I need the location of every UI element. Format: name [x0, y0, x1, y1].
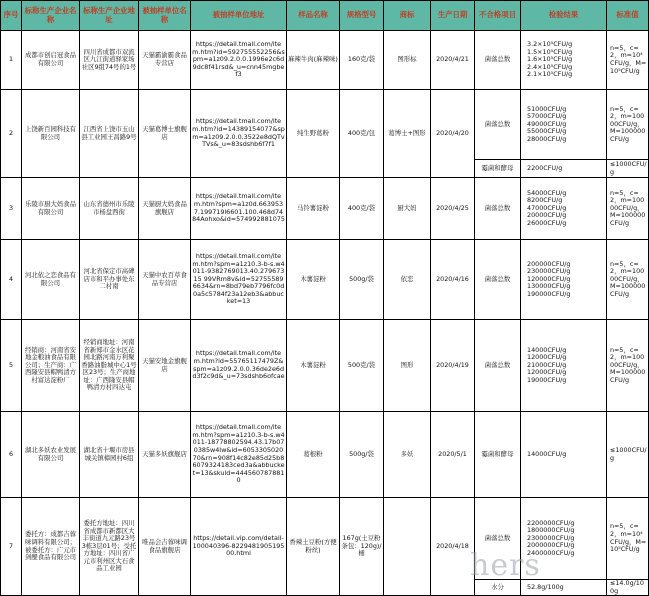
cell-url: https://detail.tmall.com/item.htm?spm=a1z10.3-b-s.w4011-18778802594.43.17b070385w4Iw&id=605330502070&rn=908f14c82e85d25b86079324183ced3a&abbucket=13&skuld=4445607878810 [191, 412, 287, 498]
cell-item: 霉菌和酵母 [475, 160, 521, 178]
cell-company: 上饶新百园科技有限公司 [22, 90, 80, 178]
cell-no: 1 [1, 31, 22, 90]
cell-date: 2020/4/18 [431, 498, 475, 596]
cell-standard: ≤1000CFU/g [607, 160, 649, 178]
cell-seller: 天猫安地金旗舰店 [139, 320, 191, 412]
cell-spec: 400克/袋 [340, 178, 384, 240]
header-cell: 被抽样单位名称 [139, 1, 191, 31]
cell-no: 6 [1, 412, 22, 498]
cell-brand: 依恋 [384, 240, 431, 320]
cell-url: https://detail.vip.com/detail-100040396-822948190519500.html [191, 498, 287, 596]
cell-standard: n=5，c=2，m=10⁴CFU/g，M=10⁵CFU/g [607, 31, 649, 90]
cell-result: 54000CFU/g 8200CFU/g 47000CFU/g 20000CFU/g 26000CFU/g [521, 178, 607, 240]
cell-item: 菌落总数 [475, 31, 521, 90]
cell-item: 菌落总数 [475, 320, 521, 412]
cell-spec: 160克/袋 [340, 31, 384, 90]
cell-date: 2020/4/19 [431, 320, 475, 412]
cell-no: 2 [1, 90, 22, 178]
cell-item: 菌落总数 [475, 178, 521, 240]
cell-spec: 400克/包 [340, 90, 384, 178]
cell-result: 2200CFU/g [521, 160, 607, 178]
cell-address: 江西省上饶市玉山县工业园王昌路9号 [80, 90, 139, 178]
cell-spec: 167g(土豆粉条包：120g)/桶 [340, 498, 384, 596]
cell-address: 四川省成都市双流区九江街道驿家场社区9组74号的1号 [80, 31, 139, 90]
cell-sample: 木薯淀粉 [287, 320, 340, 412]
header-cell: 标称生产企业名称 [22, 1, 80, 31]
header-cell: 样品名称 [287, 1, 340, 31]
cell-brand: 图形标 [384, 31, 431, 90]
cell-url: https://detail.tmall.com/item.htm?id=14389154077&spm=a1z09.2.0.0.3522e8dQTvTVs&_u=83sdshb6f7f1 [191, 90, 287, 178]
cell-no: 4 [1, 240, 22, 320]
table-row [1, 320, 649, 412]
cell-date: 2020/4/21 [431, 31, 475, 90]
cell-url: https://detail.tmall.com/item.htm?id=592755552256&spm=a1z09.2.0.0.1996e2c6d9dc8f41rsd&_u=cnn45mgbef3 [191, 31, 287, 90]
cell-seller: 天猫霸渝霸食品专营店 [139, 31, 191, 90]
table-row [1, 90, 649, 160]
header-cell: 标准值 [607, 1, 649, 31]
cell-date: 2020/4/25 [431, 178, 475, 240]
cell-address: 山东省德州市乐陵市杨盘西街 [80, 178, 139, 240]
cell-brand [384, 498, 431, 596]
cell-item: 霉菌和酵母 [475, 412, 521, 498]
cell-url: https://detail.tmall.com/item.htm?spm=a1z10.3-b-s.w4011-9382769013.40.27967315 99VRm8v&id=527555896634&rn=8bd79eb7796fc0d0a5c5784f23a12eb3&abbucket=13 [191, 240, 287, 320]
cell-company: 乐陵市厨大妈食品有限公司 [22, 178, 80, 240]
cell-sample: 木薯淀粉 [287, 240, 340, 320]
cell-standard: n=5，c=2，m=10000CFU/g，M=100000CFU/g [607, 240, 649, 320]
cell-brand: 多妖 [384, 412, 431, 498]
cell-seller: 天猫厨大妈食品旗舰店 [139, 178, 191, 240]
watermark-text: hers [470, 548, 541, 583]
cell-seller: 天猫中农百草食品专营店 [139, 240, 191, 320]
cell-date: 2020/4/20 [431, 90, 475, 178]
cell-date: 2020/4/16 [431, 240, 475, 320]
table-row [1, 240, 649, 320]
cell-brand: 图形 [384, 320, 431, 412]
cell-spec: 500g/袋 [340, 412, 384, 498]
cell-url: https://detail.tmall.com/item.htm?id=55765117479Z&spm=a1z09.2.0.0.36de2e6dd3f2c9d&_u=73sdshb6ofcae [191, 320, 287, 412]
cell-standard: n=5，c=2，m=10⁴CFU/g，M=10⁵CFU/g [607, 498, 649, 580]
cell-item: 菌落总数 [475, 240, 521, 320]
cell-address: 委托方地址：四川省成都市新都区大丰街道九元路23号3栋3层01号；受托方地址：四川省广元市利州区大石食品工业园 [80, 498, 139, 596]
cell-url: https://detail.tmall.com/item.htm?spm=a1z0d.6639537.199719l6601.100.468d7484Aohxo&id=574992881075 [191, 178, 287, 240]
cell-brand: 厨大妈 [384, 178, 431, 240]
cell-result: 14000CFU/g 12000CFU/g 21000CFU/g 12000CFU/g 19000CFU/g [521, 320, 607, 412]
cell-sample: 香辣土豆粉(方便粉丝) [287, 498, 340, 596]
cell-result: 3.2×10⁵CFU/g 1.5×10⁵CFU/g 1.6×10⁵CFU/g 2.4×10⁵CFU/g 2.1×10⁵CFU/g [521, 31, 607, 90]
cell-seller: 天猫葛博士旗舰店 [139, 90, 191, 178]
cell-standard: n=5，c=2，m=10000CFU/g，M=100000CFU/g [607, 320, 649, 412]
header-cell: 不合格项目 [475, 1, 521, 31]
cell-date: 2020/5/1 [431, 412, 475, 498]
header-cell: 规格型号 [340, 1, 384, 31]
cell-sample: 葛根粉 [287, 412, 340, 498]
cell-item: 菌落总数 [475, 90, 521, 160]
cell-no: 7 [1, 498, 22, 596]
cell-spec: 500克/袋 [340, 320, 384, 412]
cell-standard: n=5，c=2，m=10000CFU/g，M=100000CFU/g [607, 90, 649, 160]
cell-address: 湖北省十堰市房县城关镇樟园村6组 [80, 412, 139, 498]
cell-company: 河北依之恋食品有限公司 [22, 240, 80, 320]
cell-standard: ≤1000CFU/g [607, 412, 649, 498]
header-cell: 商标 [384, 1, 431, 31]
cell-sample: 纯生野葛粉 [287, 90, 340, 178]
cell-item: 菌落总数 [475, 498, 521, 580]
cell-brand: 葛博士+图形 [384, 90, 431, 178]
cell-result: 52.8g/100g [521, 580, 607, 596]
cell-address: 河北省保定市高碑店市和平办事处东二村南 [80, 240, 139, 320]
header-cell: 序号 [1, 1, 22, 31]
cell-company: 委托方：成都吉蓉味调料有限公司；被委托方：广元市剑醍食品有限公司 [22, 498, 80, 596]
cell-result: 14000CFU/g [521, 412, 607, 498]
table-row [1, 498, 649, 580]
header-cell: 检验结果 [521, 1, 607, 31]
cell-sample: 麻辣牛肉(麻辣味) [287, 31, 340, 90]
cell-sample: 马铃薯淀粉 [287, 178, 340, 240]
header-cell: 生产日期 [431, 1, 475, 31]
cell-no: 3 [1, 178, 22, 240]
cell-result: 200000CFU/g 230000CFU/g 120000CFU/g 130000CFU/g 190000CFU/g [521, 240, 607, 320]
cell-company: 湖北多妖农业发展有限公司 [22, 412, 80, 498]
cell-result: 2200000CFU/g 1800000CFU/g 2300000CFU/g 2000000CFU/g 2400000CFU/g [521, 498, 607, 580]
cell-standard: ≤14.0g/100g [607, 580, 649, 596]
table-row [1, 178, 649, 240]
cell-company: 成都市创启冠食品有限公司 [22, 31, 80, 90]
cell-spec: 500g/袋 [340, 240, 384, 320]
header-cell: 标称生产企业地址 [80, 1, 139, 31]
header-row [1, 1, 649, 31]
cell-company: 经销商：河南省安地金粮油食品有限公司；生产商：广西隆安县帽鸭清方村富达淀粉厂 [22, 320, 80, 412]
table-row [1, 31, 649, 90]
cell-item: 水分 [475, 580, 521, 596]
cell-seller: 唯品会吉蓉味调食品旗舰店 [139, 498, 191, 596]
cell-address: 经销商地址：河南省新郑市金水区花园北路河南万利聚香路油脂城中心1号区23号；生产商地址：广西隆安县帽鸭清方村四达屯 [80, 320, 139, 412]
table-row [1, 412, 649, 498]
cell-seller: 天猫多妖旗舰店 [139, 412, 191, 498]
header-cell: 被抽样单位地址 [191, 1, 287, 31]
cell-no: 5 [1, 320, 22, 412]
cell-standard: n=5，c=2，m=10000CFU/g，M=100000CFU/g [607, 178, 649, 240]
cell-result: 51000CFU/g 57000CFU/g 49000CFU/g 55000CFU/g 28000CFU/g [521, 90, 607, 160]
